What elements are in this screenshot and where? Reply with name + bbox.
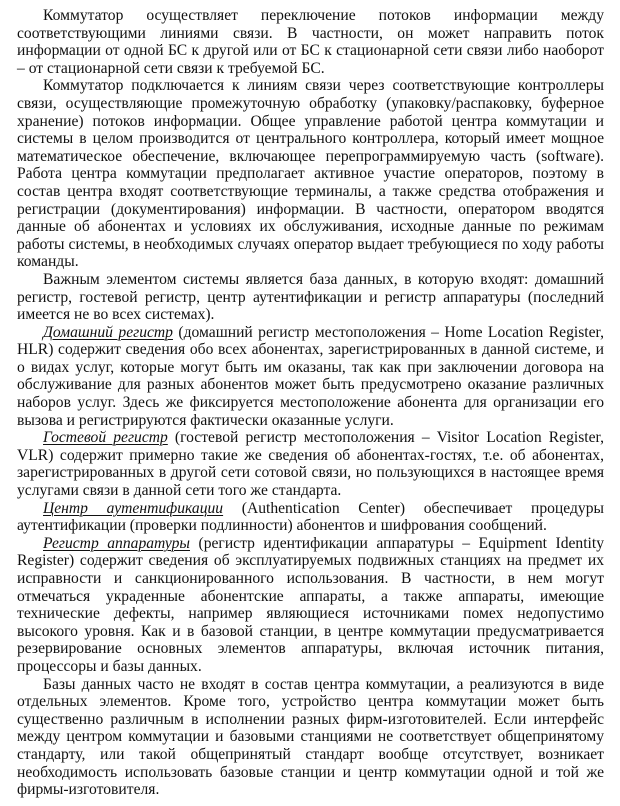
paragraph-text: Базы данных часто не входят в состав центра коммутации, а реализуются в виде отдельных элементов. Кроме того, устройство центра коммутации может быть существенно различным в исполнении разных фирм-изготовителей. Если интерфейс между центром коммутации и базовыми станциями не соответствует общепринятому стандарту, или такой общепринятый стандарт вообще отсутствует, возникает необходимость использовать базовые станции и центр коммутации одной и той же фирмы-изготовителя. (17, 675, 604, 799)
paragraph-text: (регистр идентификации аппаратуры – Equipment Identity Register) содержит сведения об эксплуатируемых подвижных станциях на предмет их исправности и санкционированного использования. В частности, в нем могут отмечаться украденные абонентские аппараты, а также аппараты, имеющие технические дефекты, например являющиеся источниками помех недопустимо высокого уровня. Как и в базовой станции, в центре коммутации предусматривается резервирование основных элементов аппаратуры, включая источник питания, процессоры и базы данных. (17, 534, 605, 675)
paragraph-authentication-center (17, 500, 604, 535)
paragraph-text: Коммутатор осуществляет переключение потоков информации между соответствующими линиями связи. В частности, он может направить поток информации от одной БС к другой или от БС к стационарной сети связи либо наоборот – от стационарной сети связи к требуемой БС. (17, 7, 604, 77)
term-authentication-center: Центр аутентификации (43, 499, 224, 517)
paragraph-text: Важным элементом системы является база данных, в которую входят: домашний регистр, гостевой регистр, центр аутентификации и регистр аппаратуры (последний имеется не во всех системах). (17, 270, 604, 324)
paragraph-text: (домашний регистр местоположения – Home Location Register, HLR) содержит сведения обо всех абонентах, зарегистрированных в данной системе, и о видах услуг, которые могут быть им оказаны, так как при заключении договора на обслуживание для разных абонентов может быть предусмотрено оказание различных наборов услуг. Здесь же фиксируется местоположение абонента для организации его вызова и регистрируются фактически оказанные услуги. (17, 323, 604, 429)
paragraph-switch-connection (17, 77, 604, 271)
paragraph-switch-function (17, 7, 604, 77)
paragraph-text: (Authentication Center) обеспечивает процедуры аутентификации (проверки подлинности) абонентов и шифрования сообщений. (17, 499, 605, 535)
paragraph-database-intro (17, 271, 604, 324)
term-visitor-register: Гостевой регистр (43, 429, 168, 447)
paragraph-equipment-register (17, 535, 604, 676)
paragraph-home-register (17, 324, 604, 430)
paragraph-text: Коммутатор подключается к линиям связи через соответствующие контроллеры связи, осуществляющие промежуточную обработку (упаковку/распаковку, буферное хранение) потоков информации. Общее управление работой центра коммутации и системы в целом производится от центрального контроллера, который имеет мощное математическое обеспечение, включающее перепрограммируемую часть (software). Работа центра коммутации предполагает активное участие операторов, поэтому в состав центра входят соответствующие терминалы, а также средства отображения и регистрации (документирования) информации. В частности, оператором вводятся данные об абонентах и условиях их обслуживания, исходные данные по режимам работы системы, в необходимых случаях оператор выдает требующиеся по ходу работы команды. (17, 77, 604, 271)
term-home-register: Домашний регистр (43, 323, 173, 341)
paragraph-databases-separate (17, 676, 604, 799)
paragraph-text: (гостевой регистр местоположения – Visitor Location Register, VLR) содержит примерно такие же сведения об абонентах-гостях, т.е. об абонентах, зарегистрированных в другой сети сотовой связи, но пользующихся в настоящее время услугами связи в данной сети того же стандарта. (17, 429, 604, 500)
term-equipment-register: Регистр аппаратуры (43, 534, 190, 552)
paragraph-visitor-register (17, 429, 604, 499)
